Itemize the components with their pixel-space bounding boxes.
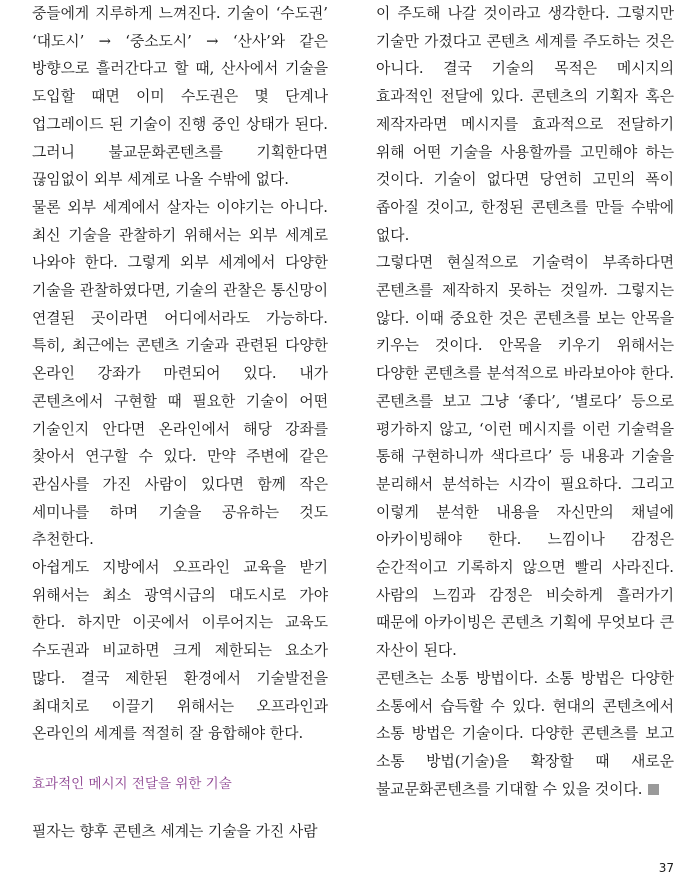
end-of-article-square-icon xyxy=(648,784,659,795)
left-column xyxy=(32,0,328,846)
page-number: 37 xyxy=(658,861,674,875)
body-paragraph: 물론 외부 세계에서 살자는 이야기는 아니다. 최신 기술을 관찰하기 위해서는 외부 세계로 나와야 한다. 그렇게 외부 세계에서 다양한 기술을 관찰하였다면, 기술의 관찰은 통신망이 연결된 곳이라면 어디에서라도 가능하다. 특히, 최근에는 콘텐츠 기술과 관련된 다양한 온라인 강좌가 마련되어 있다. 내가 콘텐츠에서 구현할 때 필요한 기술이 어떤 기술인지 안다면 온라인에서 해당 강좌를 찾아서 연구할 수 있다. 만약 주변에 같은 관심사를 가진 사람이 있다면 함께 작은 세미나를 하며 기술을 공유하는 것도 추천한다. xyxy=(32,198,328,549)
body-paragraph: 콘텐츠는 소통 방법이다. 소통 방법은 다양한 소통에서 습득할 수 있다. 현대의 콘텐츠에서 소통 방법은 기술이다. 다양한 콘텐츠를 보고 소통 방법(기술)을 확장할 때 새로운 불교문화콘텐츠를 기대할 수 있을 것이다. xyxy=(376,669,674,798)
right-column xyxy=(376,0,674,803)
section-heading: 효과적인 메시지 전달을 위한 기술 xyxy=(32,775,232,792)
body-paragraph: 그렇다면 현실적으로 기술력이 부족하다면 콘텐츠를 제작하지 못하는 것일까. 그렇지는 않다. 이때 중요한 것은 콘텐츠를 보는 안목을 키우는 것이다. 안목을 키우기 위해서는 다양한 콘텐츠를 분석적으로 바라보아야 한다. 콘텐츠를 보고 그냥 ‘좋다’, ‘별로다’ 등으로 평가하지 않고, ‘이런 메시지를 이런 기술력을 통해 구현하니까 색다르다’ 등 내용과 기술을 분리해서 분석하는 시각이 필요하다. 그리고 이렇게 분석한 내용을 자신만의 채널에 아카이빙해야 한다. 느낌이나 감정은 순간적이고 기록하지 않으면 빨리 사라진다. 사람의 느낌과 감정은 비슷하게 흘러가기 때문에 아카이빙은 콘텐츠 기획에 무엇보다 큰 자산이 된다. xyxy=(376,254,674,660)
body-paragraph: 중들에게 지루하게 느껴진다. 기술이 ‘수도권’ ‘대도시’ → ‘중소도시’ → ‘산사’와 같은 방향으로 흘러간다고 할 때, 산사에서 기술을 도입할 때면 이미 수도권은 몇 단계나 업그레이드 된 기술이 진행 중인 상태가 된다. 그러니 불교문화콘텐츠를 기획한다면 끊임없이 외부 세계로 나올 수밖에 없다. xyxy=(32,5,328,189)
last-paragraph-container xyxy=(376,665,674,804)
body-paragraph: 아쉽게도 지방에서 오프라인 교육을 받기 위해서는 최소 광역시급의 대도시로 가야 한다. 하지만 이곳에서 이루어지는 교육도 수도권과 비교하면 크게 제한되는 요소가 많다. 결국 제한된 환경에서 기술발전을 최대치로 이끌기 위해서는 오프라인과 온라인의 세계를 적절히 잘 융합해야 한다. xyxy=(32,559,328,743)
body-paragraph: 필자는 향후 콘텐츠 세계는 기술을 가진 사람 xyxy=(32,822,318,840)
body-paragraph: 이 주도해 나갈 것이라고 생각한다. 그렇지만 기술만 가졌다고 콘텐츠 세계를 주도하는 것은 아니다. 결국 기술의 목적은 메시지의 효과적인 전달에 있다. 콘텐츠의 기획자 혹은 제작자라면 메시지를 효과적으로 전달하기 위해 어떤 기술을 사용할까를 고민해야 하는 것이다. 기술이 없다면 당연히 고민의 폭이 좁아질 것이고, 한정된 콘텐츠를 만들 수밖에 없다. xyxy=(376,5,674,244)
